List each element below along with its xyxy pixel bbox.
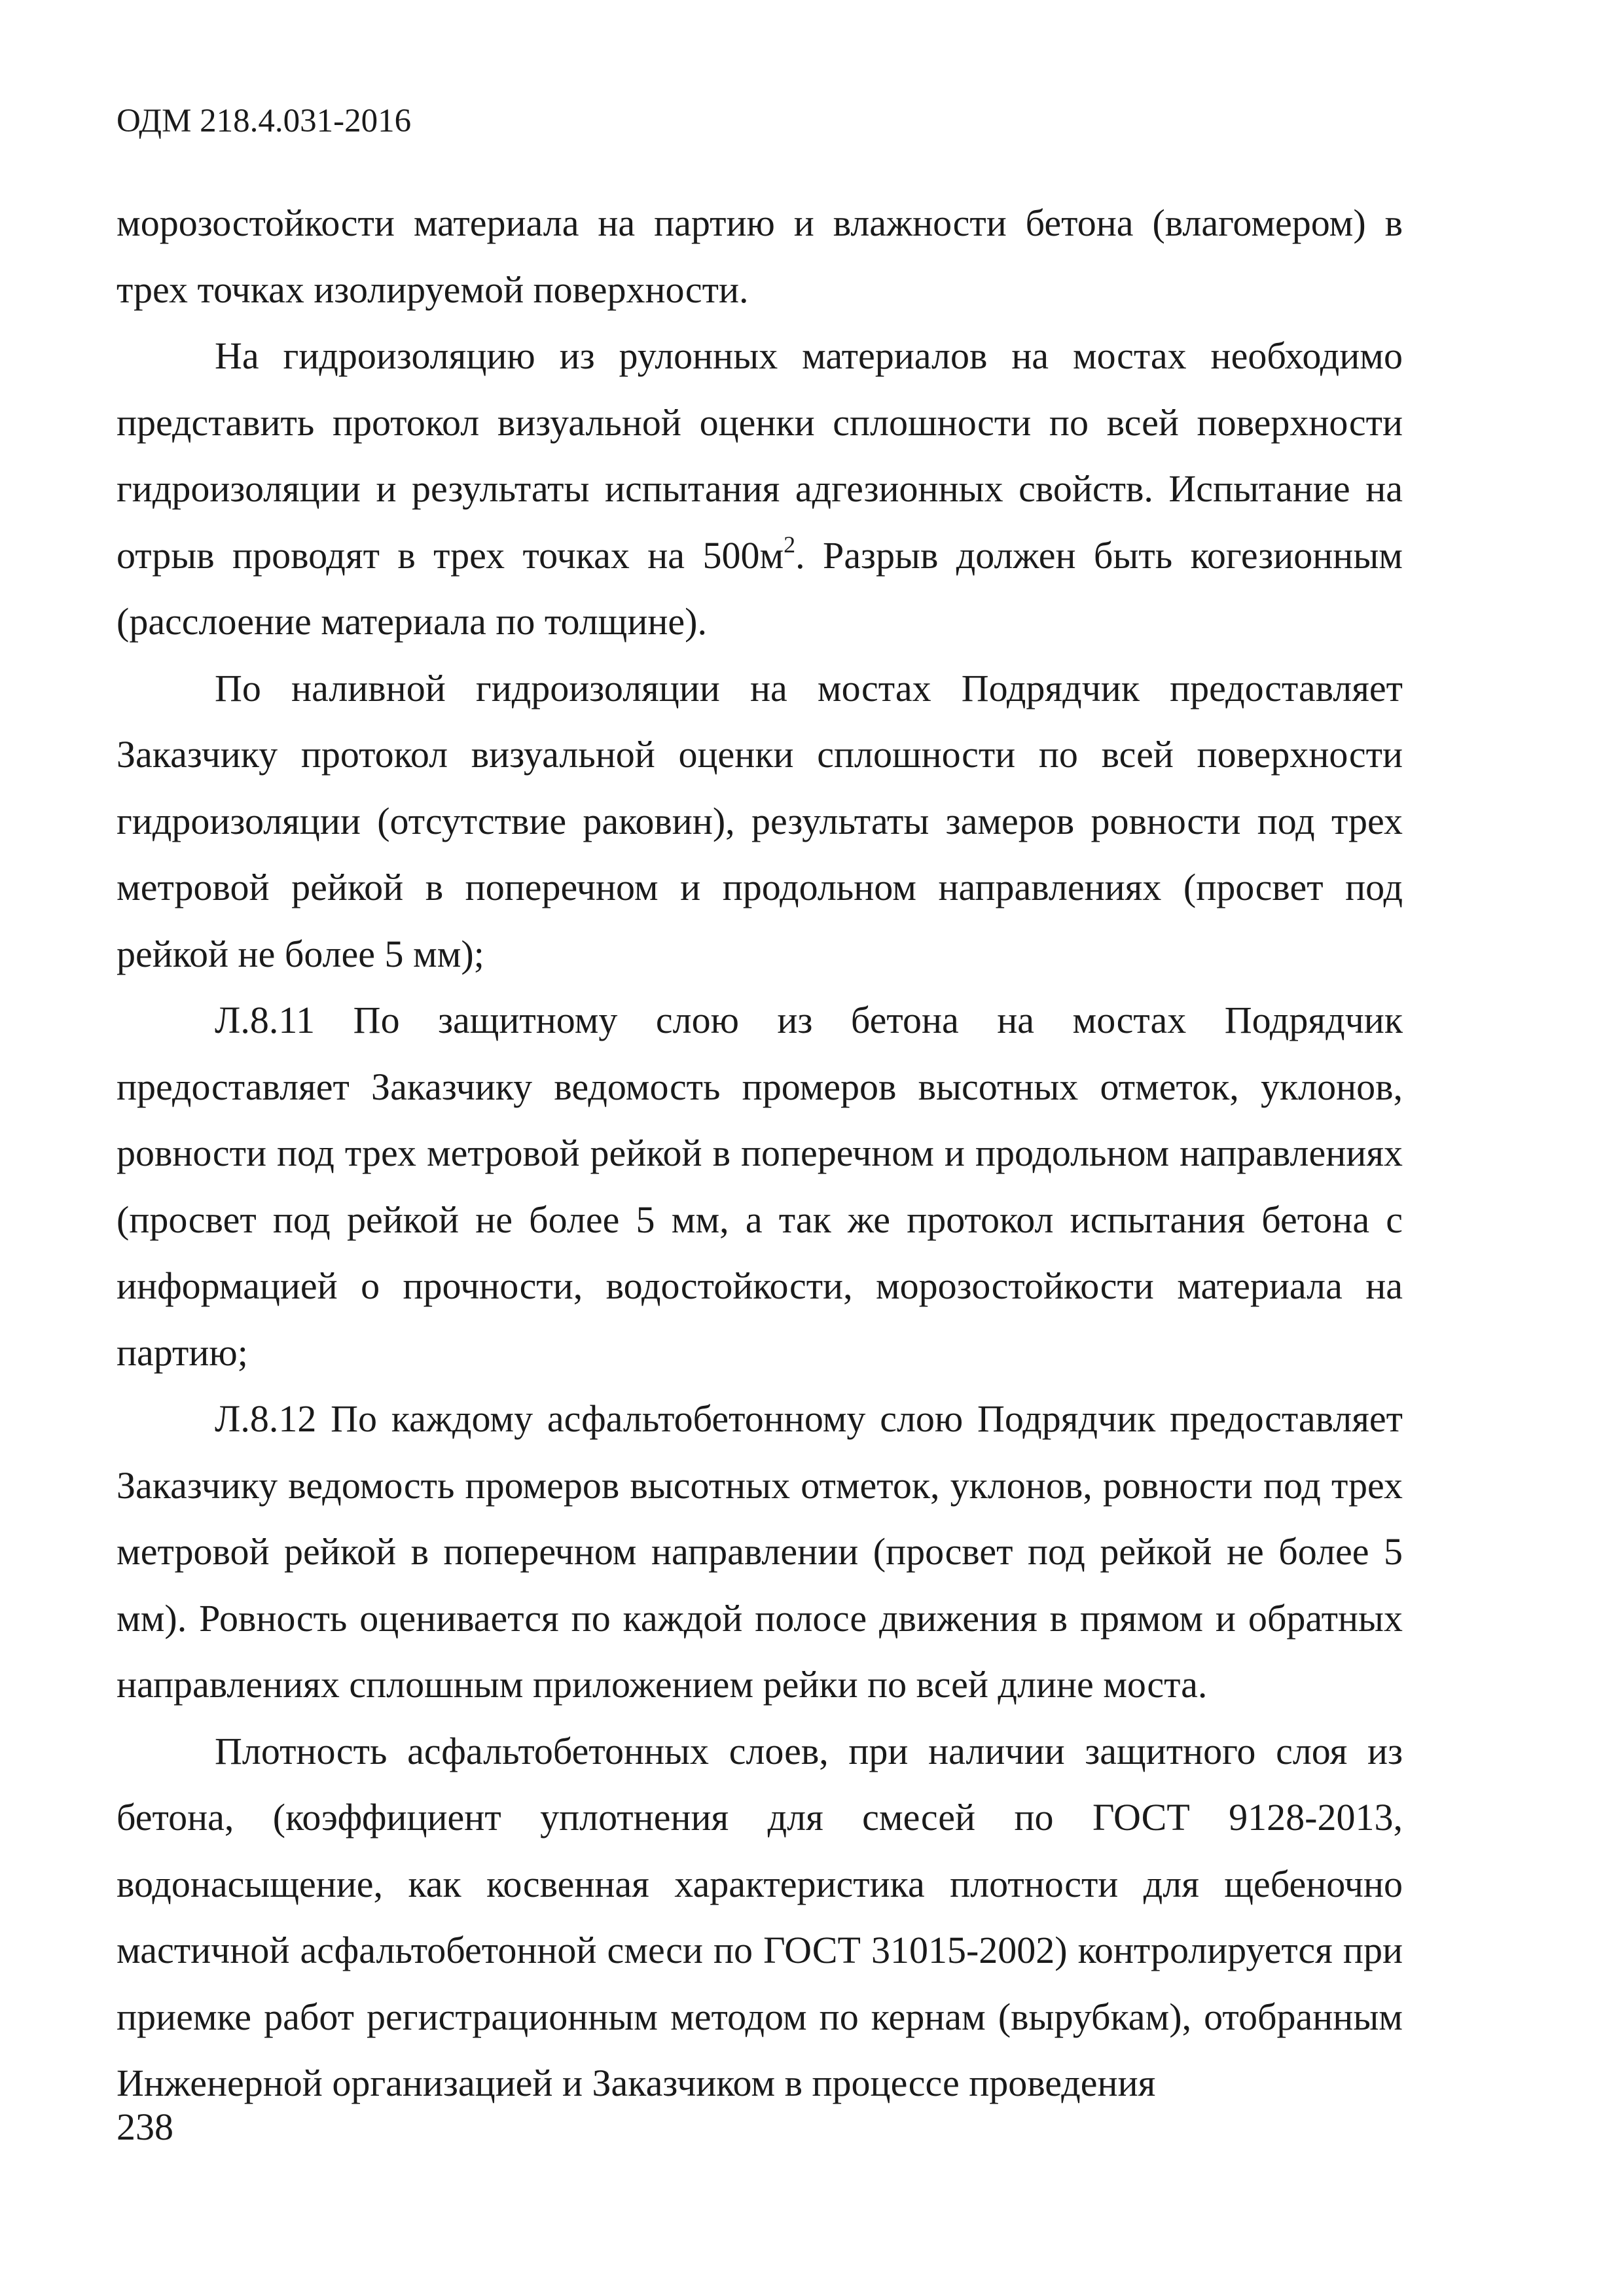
superscript-square: 2 <box>784 531 796 558</box>
paragraph-asphalt-density: Плотность асфальтобетонных слоев, при наличии защитного слоя из бетона, (коэффициент уплотнения для смесей по ГОСТ 9128-2013, водонасыщение, как косвенная характеристика плотности для щебеночно мастичной асфальтобетонной смеси по ГОСТ 31015-2002) контролируется при приемке работ регистрационным методом по кернам (вырубкам), отобранным Инженерной организацией и Заказчиком в процессе проведения <box>117 1729 1403 2104</box>
page-number: 238 <box>117 2106 173 2148</box>
paragraph-l-8-11: Л.8.11 По защитному слою из бетона на мостах Подрядчик предоставляет Заказчику ведомость промеров высотных отметок, уклонов, ровности под трех метровой рейкой в поперечном и продольном направлениях (просвет под рейкой не более 5 мм, а так же протокол испытания бетона с информацией о прочности, водостойкости, морозостойкости материала на партию; <box>117 999 1403 1374</box>
paragraph-liquid-waterproofing: По наливной гидроизоляции на мостах Подрядчик предоставляет Заказчику протокол визуальной оценки сплошности по всей поверхности гидроизоляции (отсутствие раковин), результаты замеров ровности под трех метровой рейкой в поперечном и продольном направлениях (просвет под рейкой не более 5 мм); <box>117 666 1403 975</box>
paragraph-roll-waterproofing-text-b: . Разрыв должен быть когезионным (расслоение материала по толщине). <box>117 533 1403 643</box>
paragraph-roll-waterproofing <box>117 323 1403 655</box>
paragraph-l-8-12: Л.8.12 По каждому асфальтобетонному слою Подрядчик предоставляет Заказчику ведомость промеров высотных отметок, уклонов, ровности под трех метровой рейкой в поперечном направлении (просвет под рейкой не более 5 мм). Ровность оценивается по каждой полосе движения в прямом и обратных направлениях сплошным приложением рейки по всей длине моста. <box>117 1397 1403 1706</box>
document-body <box>117 190 1403 2117</box>
paragraph-continuation: морозостойкости материала на партию и влажности бетона (влагомером) в трех точках изолируемой поверхности. <box>117 202 1403 311</box>
document-code-header: ОДМ 218.4.031-2016 <box>117 103 412 139</box>
paragraph-roll-waterproofing-text-a: На гидроизоляцию из рулонных материалов на мостах необходимо представить протокол визуальной оценки сплошности по всей поверхности гидроизоляции и результаты испытания адгезионных свойств. Испытание на отрыв проводят в трех точках на 500м <box>117 334 1403 577</box>
